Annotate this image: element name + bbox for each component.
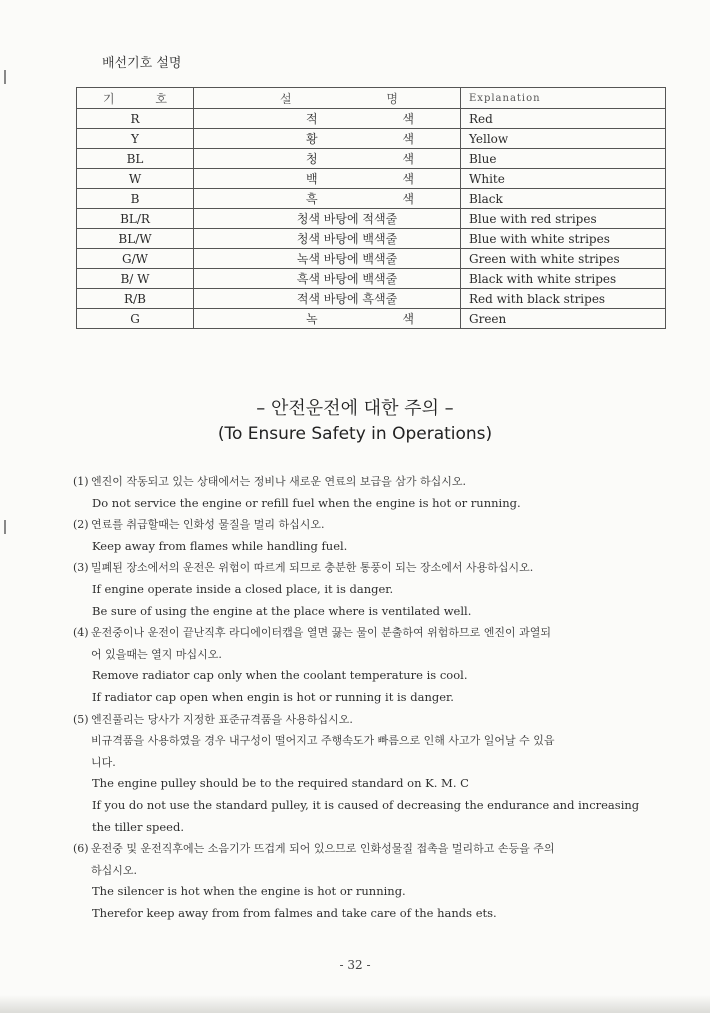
scan-mark (4, 520, 6, 534)
note-korean-line (73, 730, 673, 752)
scan-mark (4, 70, 6, 84)
safety-note (73, 838, 673, 924)
page-number: - 32 - (339, 958, 371, 972)
wire-code: G (77, 309, 194, 329)
section-heading: 배선기호 설명 (102, 56, 182, 71)
wire-code: R (77, 109, 194, 129)
korean-word: 녹 (306, 312, 318, 326)
safety-note (73, 622, 673, 708)
safety-title-korean: – 안전운전에 대한 주의 – (256, 398, 454, 419)
header-english: Explanation (461, 88, 666, 109)
korean-word: 청색 바탕에 백색줄 (296, 232, 398, 246)
note-english-line: If you do not use the standard pulley, it is caused of decreasing the endurance and increasing (92, 797, 640, 812)
wire-description-english: Blue with red stripes (461, 209, 666, 229)
korean-word: 색 (402, 172, 414, 186)
note-english-line: Therefor keep away from from falmes and take care of the hands ets. (92, 905, 497, 920)
note-english-line: The silencer is hot when the engine is hot or running. (92, 884, 406, 899)
korean-word: 흑색 바탕에 백색줄 (296, 272, 398, 286)
note-number: (2) (73, 518, 89, 532)
header-korean (194, 88, 461, 109)
note-english-line: If engine operate inside a closed place, it is danger. (92, 581, 394, 596)
korean-word: 황 (306, 132, 318, 146)
wire-description-korean (194, 209, 461, 229)
table-row (77, 169, 666, 189)
table-row (77, 109, 666, 129)
wire-code: W (77, 169, 194, 189)
wire-description-english: Green (461, 309, 666, 329)
note-english-line: Keep away from flames while handling fuel. (92, 538, 348, 553)
wire-description-english: Green with white stripes (461, 249, 666, 269)
korean-word: 색 (402, 312, 414, 326)
note-korean-line (73, 752, 673, 774)
safety-title-english: (To Ensure Safety in Operations) (217, 424, 493, 444)
note-korean-text: 하십시오. (91, 863, 138, 877)
safety-note (73, 557, 673, 622)
header-korean-part: 명 (386, 91, 398, 106)
wire-code: B (77, 189, 194, 209)
korean-word: 색 (402, 152, 414, 166)
wire-description-english: Red with black stripes (461, 289, 666, 309)
wire-description-korean (194, 269, 461, 289)
wire-code: B/ W (77, 269, 194, 289)
header-symbol-part: 호 (155, 91, 167, 106)
note-korean-line (73, 838, 673, 860)
korean-word: 청 (306, 152, 318, 166)
table-header-row (77, 88, 666, 109)
note-english-line: Be sure of using the engine at the place where is ventilated well. (92, 603, 472, 618)
safety-note (73, 709, 673, 839)
note-number: (6) (73, 842, 89, 856)
wire-code: BL (77, 149, 194, 169)
wire-description-korean (194, 309, 461, 329)
note-korean-text: 비규격품을 사용하였을 경우 내구성이 떨어지고 주행속도가 빠름으로 인해 사고가 일어날 수 있읍 (91, 734, 555, 748)
header-korean-part: 설 (280, 91, 292, 106)
note-korean-line (73, 557, 673, 579)
korean-word: 색 (402, 192, 414, 206)
note-korean-text: 엔진풀리는 당사가 지정한 표준규격품을 사용하십시오. (91, 712, 353, 726)
note-number: (5) (73, 712, 89, 726)
wire-description-korean (194, 249, 461, 269)
wire-description-korean (194, 109, 461, 129)
table-row (77, 229, 666, 249)
note-english-line: The engine pulley should be to the required standard on K. M. C (92, 776, 469, 791)
korean-word: 적 (306, 112, 318, 126)
wire-description-korean (194, 149, 461, 169)
note-number: (4) (73, 626, 89, 640)
table-row (77, 149, 666, 169)
wire-code: Y (77, 129, 194, 149)
wire-description-korean (194, 169, 461, 189)
header-symbol (77, 88, 194, 109)
wire-description-korean (194, 189, 461, 209)
note-korean-line (73, 860, 673, 882)
wire-description-korean (194, 289, 461, 309)
note-korean-line (73, 471, 673, 493)
table-row (77, 309, 666, 329)
note-korean-text: 운전중이나 운전이 끝난직후 라디에이터캡을 열면 끓는 물이 분출하여 위험하므로 엔진이 과열되 (91, 626, 552, 640)
note-korean-line (73, 709, 673, 731)
korean-word: 흑 (306, 192, 318, 206)
wire-description-korean (194, 229, 461, 249)
note-korean-line (73, 514, 673, 536)
safety-note (73, 514, 673, 557)
note-english-line: Do not service the engine or refill fuel when the engine is hot or running. (92, 495, 521, 510)
wire-description-english: Red (461, 109, 666, 129)
wire-description-english: White (461, 169, 666, 189)
wire-code: R/B (77, 289, 194, 309)
wire-code: BL/R (77, 209, 194, 229)
table-row (77, 289, 666, 309)
note-korean-text: 운전중 및 운전직후에는 소음기가 뜨겁게 되어 있으므로 인화성물질 접촉을 멀리하고 손등을 주의 (91, 842, 555, 856)
note-korean-line (73, 644, 673, 666)
korean-word: 청색 바탕에 적색줄 (296, 212, 398, 226)
note-number: (1) (73, 475, 89, 488)
wire-description-english: Black with white stripes (461, 269, 666, 289)
header-symbol-part: 기 (103, 91, 115, 106)
table-row (77, 129, 666, 149)
wire-description-english: Yellow (461, 129, 666, 149)
note-english-line: If radiator cap open when engin is hot or running it is danger. (92, 689, 454, 704)
note-korean-text: 니다. (91, 755, 116, 769)
wire-description-english: Black (461, 189, 666, 209)
wire-description-english: Blue (461, 149, 666, 169)
safety-note (73, 471, 673, 514)
table-row (77, 189, 666, 209)
wire-code: BL/W (77, 229, 194, 249)
korean-word: 색 (402, 112, 414, 126)
note-number: (3) (73, 561, 89, 575)
korean-word: 백 (306, 172, 318, 186)
note-english-line: Remove radiator cap only when the coolant temperature is cool. (92, 668, 468, 683)
note-korean-text: 어 있을때는 열지 마십시오. (91, 647, 222, 661)
korean-word: 녹색 바탕에 백색줄 (296, 252, 398, 266)
scan-edge (0, 995, 710, 1013)
wire-description-korean (194, 129, 461, 149)
table-row (77, 269, 666, 289)
wire-description-english: Blue with white stripes (461, 229, 666, 249)
note-english-line: the tiller speed. (92, 819, 184, 834)
safety-notes (73, 471, 673, 924)
wiring-code-table (76, 87, 666, 329)
note-korean-text: 엔진이 작동되고 있는 상태에서는 정비나 새로운 연료의 보급을 삼가 하십시오. (91, 475, 466, 488)
note-korean-line (73, 622, 673, 644)
table-row (77, 249, 666, 269)
korean-word: 색 (402, 132, 414, 146)
wire-code: G/W (77, 249, 194, 269)
note-korean-text: 연료를 취급할때는 인화성 물질을 멀리 하십시오. (91, 518, 325, 532)
korean-word: 적색 바탕에 흑색줄 (296, 292, 398, 306)
table-row (77, 209, 666, 229)
note-korean-text: 밀폐된 장소에서의 운전은 위험이 따르게 되므로 충분한 통풍이 되는 장소에서 사용하십시오. (91, 561, 534, 575)
